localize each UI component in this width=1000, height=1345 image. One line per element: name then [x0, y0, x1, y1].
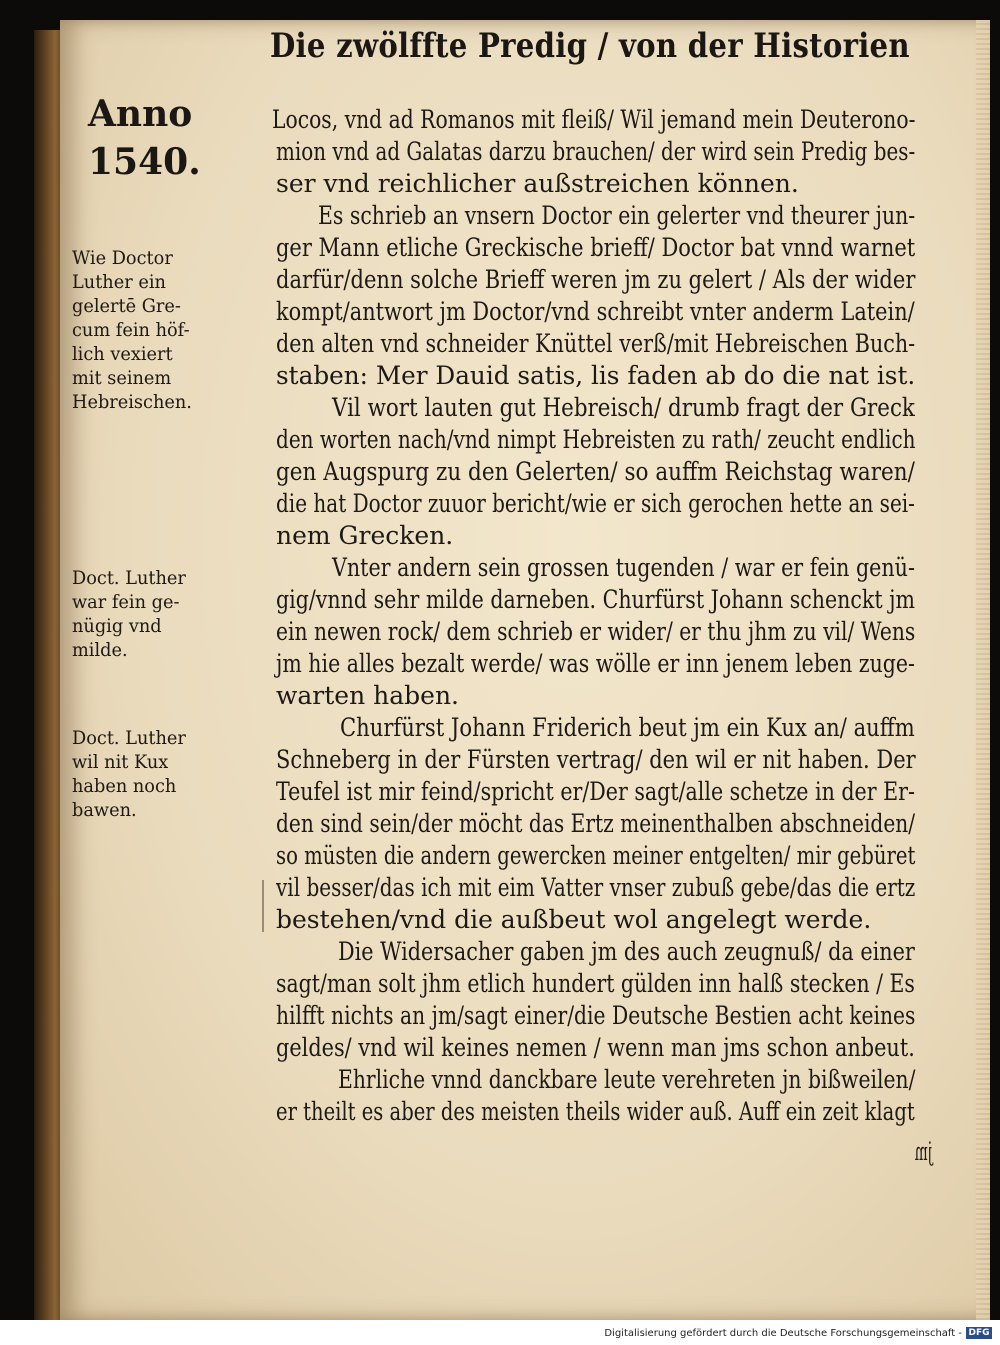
text-line: Die Widersacher gaben jm des auch zeugnuß/ da einer — [338, 937, 915, 966]
text-line: ein newen rock/ dem schrieb er wider/ er thu jhm zu vil/ Wens — [276, 617, 916, 646]
text-line: nem Grecken. — [276, 521, 454, 550]
text-line: so müsten die andern gewercken meiner entgelten/ mir gebüret — [276, 841, 916, 870]
text-line: staben: Mer Dauid satis, lis faden ab do die nat ist. — [276, 361, 916, 390]
text-line: den sind sein/der möcht das Ertz meinenthalben abschneiden/ — [276, 809, 916, 838]
margin-pencil-mark — [262, 880, 264, 932]
margin-note-modest: Doct. Luther war fein ge- nügig vnd milde. — [72, 567, 186, 661]
text-line: hilfft nichts an jm/sagt einer/die Deutsche Bestien acht keines — [276, 1001, 916, 1030]
text-line: Es schrieb an vnsern Doctor ein gelerter vnd theurer jun- — [318, 201, 916, 230]
text-line: Ehrliche vnnd danckbare leute verehreten jn bißweilen/ — [338, 1065, 916, 1094]
text-line: gig/vnnd sehr milde darneben. Churfürst Johann schenckt jm — [276, 585, 916, 614]
text-line: bestehen/vnd die außbeut wol angelegt werde. — [276, 905, 872, 934]
page-edge — [976, 20, 990, 1320]
running-header: Die zwölffte Predig / von der Historien — [270, 26, 910, 66]
catchword: jm — [914, 1137, 932, 1166]
text-line: kompt/antwort jm Doctor/vnd schreibt vnter anderm Latein/ — [276, 297, 915, 326]
text-line: darfür/denn solche Brieff weren jm zu gelert / Als der wider — [276, 265, 916, 294]
text-line: die hat Doctor zuuor bericht/wie er sich gerochen hette an sei- — [276, 489, 915, 518]
text-line: ger Mann etliche Greckische brieff/ Doctor bat vnnd warnet — [276, 233, 916, 262]
margin-note-kux: Doct. Luther wil nit Kux haben noch bawen. — [72, 727, 186, 821]
text-line: gen Augspurg zu den Gelerten/ so auffm Reichstag waren/ — [276, 457, 915, 486]
text-line: den worten nach/vnd nimpt Hebreisten zu rath/ zeucht endlich — [276, 425, 916, 454]
text-line: sagt/man solt jhm etlich hundert gülden inn halß stecken / Es — [276, 969, 915, 998]
text-line: ser vnd reichlicher außstreichen können. — [276, 169, 799, 198]
text-line: warten haben. — [276, 681, 459, 710]
text-line: den alten vnd schneider Knüttel verß/mit Hebreischen Buch- — [276, 329, 916, 358]
funding-credit: Digitalisierung gefördert durch die Deutsche Forschungsgemeinschaft - — [604, 1328, 962, 1339]
text-line: Vnter andern sein grossen tugenden / war er fein genü- — [332, 553, 915, 582]
margin-note-greek: Wie Doctor Luther ein gelertē Gre- cum fein höf- lich vexiert mit seinem Hebreischen. — [72, 247, 192, 413]
text-line: Vil wort lauten gut Hebreisch/ drumb fragt der Greck — [332, 393, 915, 422]
text-line: vil besser/das ich mit eim Vatter vnser zubuß gebe/das die ertz — [276, 873, 916, 902]
text-line: mion vnd ad Galatas darzu brauchen/ der wird sein Predig bes- — [276, 137, 916, 166]
text-line: geldes/ vnd wil keines nemen / wenn man jms schon anbeut. — [276, 1033, 915, 1062]
anno-label: Anno — [88, 93, 193, 135]
text-line: jm hie alles bezalt werde/ was wölle er inn jenem leben zuge- — [276, 649, 915, 678]
text-line: Churfürst Johann Friderich beut jm ein Kux an/ auffm — [340, 713, 915, 742]
text-line: Locos, vnd ad Romanos mit fleiß/ Wil jemand mein Deuterono- — [272, 105, 916, 134]
text-line: er theilt es aber des meisten theils wider auß. Auff ein zeit klagt — [276, 1097, 915, 1126]
year-marginal — [88, 90, 248, 186]
dfg-logo: DFG — [966, 1327, 992, 1339]
text-line: Schneberg in der Fürsten vertrag/ den wil er nit haben. Der — [276, 745, 916, 774]
text-line: Teufel ist mir feind/spricht er/Der sagt/alle schetze in der Er- — [276, 777, 915, 806]
anno-year: 1540. — [88, 141, 201, 183]
